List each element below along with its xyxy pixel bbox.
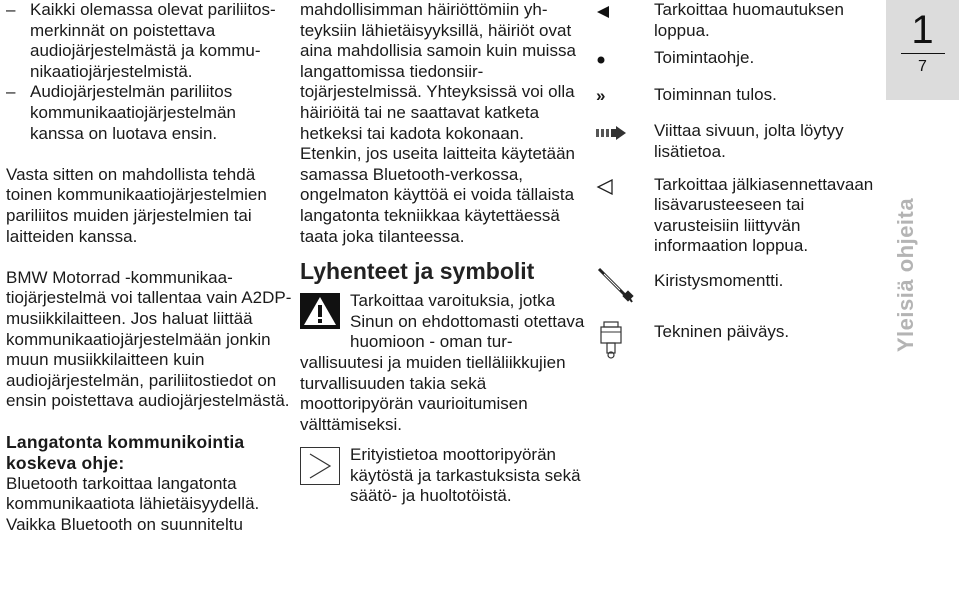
list-item-text: Kaikki olemassa olevat pariliitosmerkinnät on poistettava audiojärjestelmästä ja kommunikaatiojärjestelmistä.: [30, 0, 276, 81]
warning-icon: [300, 293, 340, 335]
dash-marker: –: [6, 82, 16, 102]
legend-row: [596, 85, 886, 106]
list-item-text: Audiojärjestelmän pariliitos kommunikaatiojärjestelmän kanssa on luotava ensin.: [30, 82, 236, 143]
column-right: [596, 0, 886, 342]
double-chevron-icon: »: [596, 86, 606, 106]
legend-row: [596, 121, 886, 162]
chapter-number: 1: [911, 8, 934, 52]
paragraph: Bluetooth tarkoittaa langatonta kommunikaatiota lähietäisyydellä. Vaikka Bluetooth on suunniteltu: [6, 473, 260, 534]
legend-text: Tekninen päiväys.: [654, 321, 790, 341]
warning-note: [300, 291, 588, 435]
legend-text: Tarkoittaa jälkiasennettavaan lisävarusteeseen tai varusteisiin liittyvän informaation loppua.: [654, 174, 874, 256]
info-triangle-icon: [300, 447, 340, 491]
reference-arrow-icon: [596, 121, 636, 145]
wireless-heading: Langatonta kommunikointia koskeva ohje:: [6, 432, 245, 474]
list-item: [6, 0, 292, 82]
section-title: Lyhenteet ja symbolit: [300, 258, 535, 285]
chapter-title: Yleisiä ohjeita: [893, 197, 918, 353]
legend-text: Tarkoittaa huomautuksen loppua.: [654, 0, 844, 40]
paragraph: Vasta sitten on mahdollista tehdä toinen kommunikaatiojärjestelmien pariliitos muiden järjestelmien tai laitteiden kanssa.: [6, 164, 267, 246]
technical-data-icon: [596, 320, 636, 360]
bullet-icon: [596, 48, 636, 72]
list-item: [6, 82, 292, 144]
end-of-note-triangle-icon: [596, 0, 636, 24]
column-middle: [300, 0, 588, 507]
legend-text: Toimintaohje.: [654, 48, 755, 68]
info-text: Erityistietoa moottoripyörän käytöstä ja tarkastuksista sekä säätö- ja huoltotöistä.: [350, 445, 581, 506]
accessory-triangle-outline-icon: [596, 175, 636, 199]
paragraph: BMW Motorrad -kommunikaatiojärjestelmä voi tallentaa vain A2DP-musiikkilaitteen. Jos haluat liittää kommunikaatiojärjestelmään jonkin muun musiikkilaitteen kuin audiojärjestelmän, pariliitostiedot on ensin poistettava audiojärjestelmästä.: [6, 267, 292, 411]
torque-wrench-icon: [596, 265, 636, 305]
legend-row: [596, 175, 886, 257]
legend-text: Kiristysmomentti.: [654, 270, 784, 290]
chapter-title-vertical: [876, 195, 936, 355]
paragraph: mahdollisimman häiriöttömiin yhteyksiin lähietäisyyksillä, häiriöt ovat aina mahdollisia samoin kuin muissa langattomissa tiedonsiirtojärjestelmissä. Yhteyksissä voi olla häiriöitä tai ne saattavat katketa hetkeksi tai kadota kokonaan. Etenkin, jos useita laitteita käytetään samassa Bluetooth-verkossa, ongelmaton käyttöä ei voida tällaista langatonta tekniikkaa käytettäessä taata joka tilanteessa.: [300, 0, 576, 246]
column-left: [6, 0, 292, 535]
legend-text: Viittaa sivuun, jolta löytyy lisätietoa.: [654, 121, 844, 161]
legend-row: [596, 48, 886, 69]
chapter-divider: [901, 53, 945, 54]
dash-marker: –: [6, 0, 16, 19]
legend-row: [596, 322, 886, 343]
legend-row: [596, 0, 886, 41]
legend-row: [596, 271, 886, 292]
page-number: 7: [918, 58, 927, 75]
legend-text: Toiminnan tulos.: [654, 84, 777, 104]
chapter-tab: [886, 0, 959, 100]
dash-list: [6, 0, 292, 144]
warning-text: Tarkoittaa varoituksia, jotka Sinun on ehdottomasti otettava huomioon - oman turvallisuutesi ja muiden tielläliikkujien turvallisuuden takia sekä moottoripyörän vaurioitumisen välttämiseksi.: [300, 291, 585, 434]
info-note: [300, 445, 588, 507]
